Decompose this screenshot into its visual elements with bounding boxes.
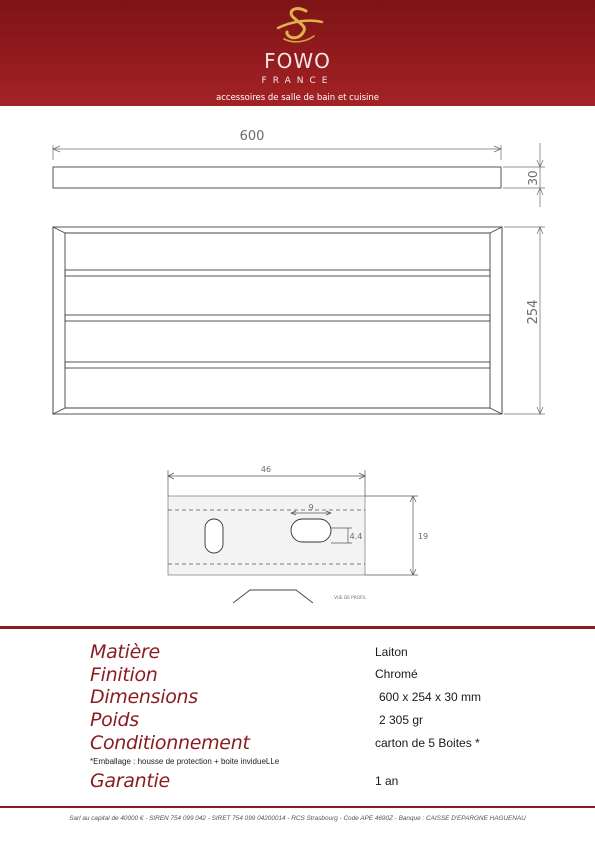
profile-caption: VUE DE PROFIL (334, 595, 366, 600)
top-view-dimension (53, 145, 501, 160)
company-footer: Sarl au capital de 40000 € - SIREN 754 099 042 - SIRET 754 099 04200014 - RCS Strasbourg - Code APE 4690Z - Banque : CAISSE D'EPARGNE HAGUENAU (69, 815, 526, 822)
spec-value-conditionnement: carton de 5 Boites * (375, 736, 480, 750)
spec-value-poids: 2 305 gr (379, 713, 424, 727)
spec-label-poids: Poids (90, 709, 139, 731)
dimension-height-label: 254 (526, 299, 541, 325)
spec-value-dimensions: 600 x 254 x 30 mm (379, 690, 482, 704)
divider-bottom (0, 806, 595, 808)
top-view-bar (53, 167, 501, 188)
dimension-thickness-label: 30 (526, 170, 540, 186)
brand-country: FRANCE (261, 76, 334, 86)
front-view (53, 227, 502, 414)
swirl-logo-icon (272, 6, 326, 46)
spec-label-garantie: Garantie (90, 770, 170, 792)
slot-length-label: 9 (308, 503, 314, 512)
brand-tagline: accessoires de salle de bain et cuisine (216, 93, 379, 103)
divider-top (0, 626, 595, 629)
packaging-note: *Emballage : housse de protection + boite invidueLLe (90, 757, 280, 766)
dimension-width-label: 600 (239, 129, 265, 144)
detail-height-label: 19 (417, 532, 429, 541)
spec-value-finition: Chromé (375, 667, 418, 681)
spec-value-garantie: 1 an (375, 774, 399, 788)
brand-name: FOWO (264, 49, 331, 73)
spec-label-matiere: Matière (90, 641, 160, 663)
spec-label-conditionnement: Conditionnement (90, 732, 250, 754)
technical-drawing (0, 106, 595, 616)
spec-label-finition: Finition (90, 664, 158, 686)
header-banner (0, 0, 595, 106)
profile-outline (233, 590, 313, 603)
detail-width-label: 46 (260, 465, 272, 474)
spec-value-matiere: Laiton (375, 645, 408, 659)
slot-width-label: 4.4 (349, 532, 363, 541)
spec-label-dimensions: Dimensions (90, 686, 198, 708)
detail-view (168, 470, 418, 575)
